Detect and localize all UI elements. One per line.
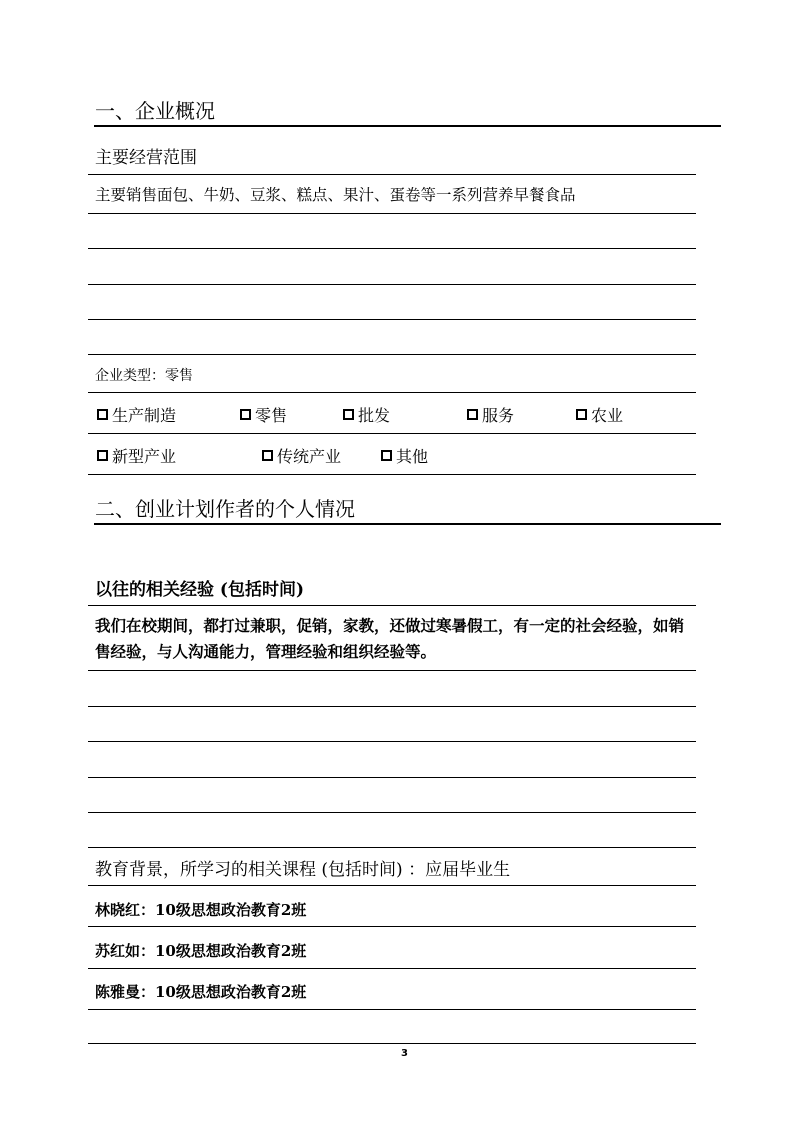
row-line <box>88 706 696 707</box>
education-title: 教育背景，所学习的相关课程 (包括时间) ：应届毕业生 <box>95 860 511 880</box>
row-line <box>88 284 696 285</box>
option-new-industry[interactable]: 新型产业 <box>97 444 176 467</box>
option-traditional-industry[interactable]: 传统产业 <box>262 444 341 467</box>
section-divider <box>94 125 721 127</box>
row-line <box>88 812 696 813</box>
checkbox-icon[interactable] <box>467 409 478 420</box>
company-type-label: 企业类型：零售 <box>95 368 193 384</box>
checkbox-icon[interactable] <box>381 450 392 461</box>
row-line <box>88 248 696 249</box>
experience-title: 以往的相关经验 (包括时间) <box>95 580 305 600</box>
option-agriculture[interactable]: 农业 <box>576 403 623 426</box>
page-number: 3 <box>401 1048 408 1059</box>
option-retail[interactable]: 零售 <box>240 403 287 426</box>
row-line <box>88 741 696 742</box>
row-line <box>88 392 696 393</box>
row-line <box>88 968 696 969</box>
business-scope-title: 主要经营范围 <box>95 148 197 168</box>
checkbox-icon[interactable] <box>262 450 273 461</box>
checkbox-icon[interactable] <box>576 409 587 420</box>
education-item: 林晓红：10级思想政治教育2班 <box>95 901 307 919</box>
row-line <box>88 847 696 848</box>
row-line <box>88 319 696 320</box>
row-line <box>88 605 696 606</box>
checkbox-icon[interactable] <box>97 450 108 461</box>
row-line <box>88 670 696 671</box>
education-item: 陈雅曼：10级思想政治教育2班 <box>95 983 307 1001</box>
checkbox-icon[interactable] <box>343 409 354 420</box>
section-title-company-overview: 一、企业概况 <box>95 99 215 123</box>
row-line <box>88 777 696 778</box>
option-manufacturing[interactable]: 生产制造 <box>97 403 176 426</box>
option-wholesale[interactable]: 批发 <box>343 403 390 426</box>
row-line <box>88 1009 696 1010</box>
experience-text: 我们在校期间，都打过兼职，促销，家教，还做过寒暑假工，有一定的社会经验，如销售经验，与人沟通能力，管理经验和组织经验等。 <box>95 616 685 661</box>
row-line <box>88 433 696 434</box>
business-scope-text: 主要销售面包、牛奶、豆浆、糕点、果汁、蛋卷等一系列营养早餐食品 <box>95 186 576 204</box>
education-item: 苏红如：10级思想政治教育2班 <box>95 942 307 960</box>
row-line <box>88 213 696 214</box>
option-service[interactable]: 服务 <box>467 403 514 426</box>
row-line <box>88 926 696 927</box>
row-line <box>88 174 696 175</box>
section-title-author-info: 二、创业计划作者的个人情况 <box>95 497 355 521</box>
row-line <box>88 1043 696 1044</box>
checkbox-icon[interactable] <box>97 409 108 420</box>
row-line <box>88 474 696 475</box>
option-other[interactable]: 其他 <box>381 444 428 467</box>
section-divider <box>94 523 721 525</box>
row-line <box>88 885 696 886</box>
checkbox-icon[interactable] <box>240 409 251 420</box>
row-line <box>88 354 696 355</box>
